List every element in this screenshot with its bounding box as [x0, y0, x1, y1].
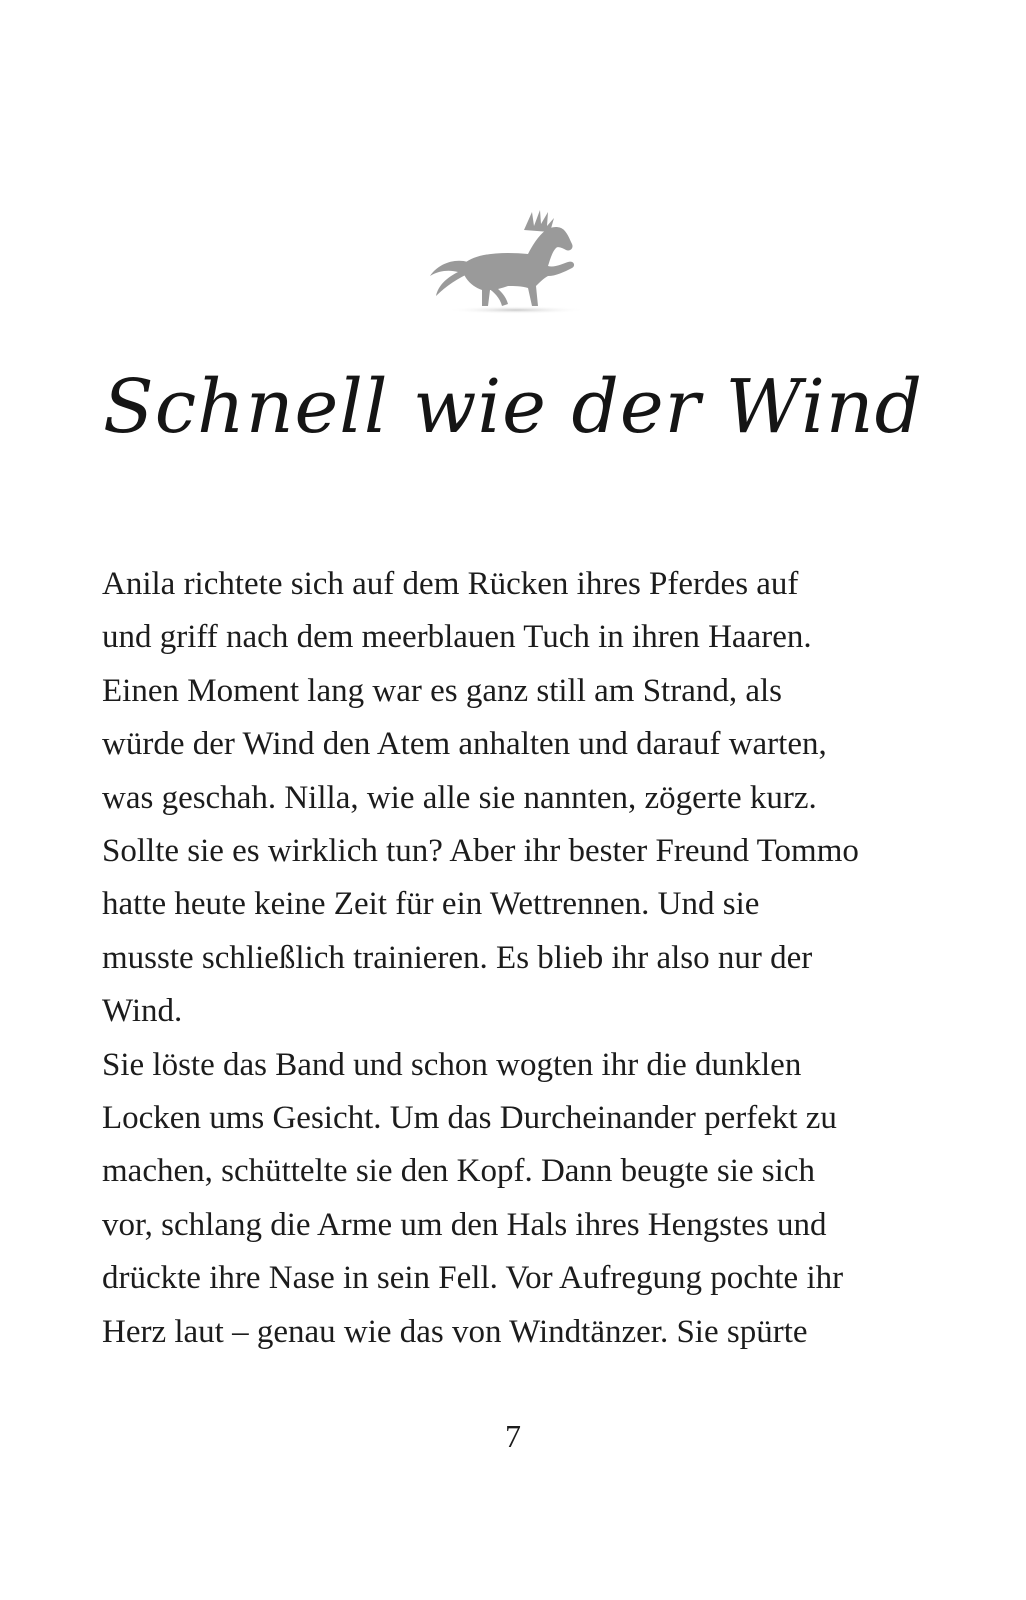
text-line: machen, schüttelte sie den Kopf. Dann beugte sie sich	[102, 1153, 815, 1190]
text-line: Sie löste das Band und schon wogten ihr die dunklen	[102, 1046, 802, 1083]
text-line: drückte ihre Nase in sein Fell. Vor Aufregung pochte ihr	[102, 1260, 844, 1297]
text-line: Herz laut – genau wie das von Windtänzer. Sie spürte	[102, 1313, 808, 1350]
text-line: hatte heute keine Zeit für ein Wettrennen. Und sie	[102, 886, 760, 923]
text-line: Einen Moment lang war es ganz still am Strand, als	[102, 672, 783, 709]
text-line: Sollte sie es wirklich tun? Aber ihr bester Freund Tommo	[102, 833, 859, 870]
text-line: und griff nach dem meerblauen Tuch in ihren Haaren.	[102, 619, 812, 656]
text-line: würde der Wind den Atem anhalten und darauf warten,	[102, 726, 827, 763]
text-line: Wind.	[102, 993, 183, 1030]
text-line: musste schließlich trainieren. Es blieb ihr also nur der	[102, 939, 813, 976]
text-line: Anila richtete sich auf dem Rücken ihres Pferdes auf	[102, 566, 799, 602]
text-line: vor, schlang die Arme um den Hals ihres Hengstes und	[102, 1206, 827, 1243]
text-line: was geschah. Nilla, wie alle sie nannten, zögerte kurz.	[102, 779, 817, 816]
page-number: 7	[505, 1418, 521, 1454]
horse-shadow	[446, 306, 586, 314]
horse-icon	[428, 206, 598, 326]
chapter-title: Schnell wie der Wind	[103, 364, 923, 450]
text-line: Locken ums Gesicht. Um das Durcheinander perfekt zu	[102, 1100, 837, 1137]
body-text	[102, 558, 932, 1359]
